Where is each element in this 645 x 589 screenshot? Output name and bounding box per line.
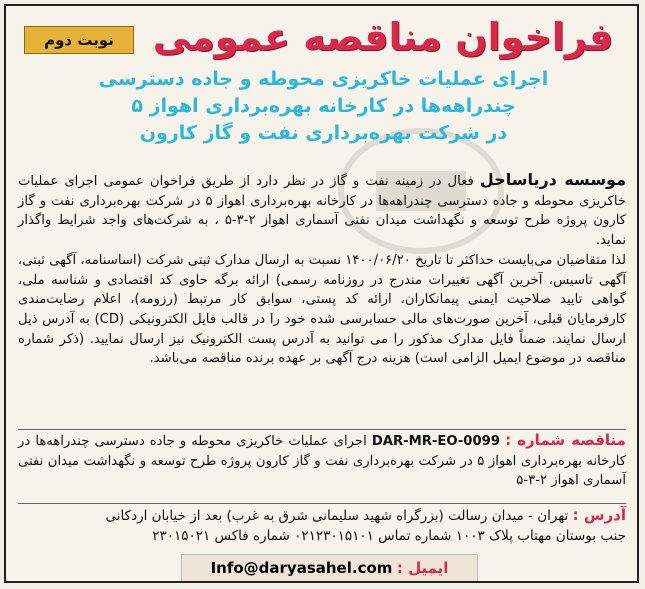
divider xyxy=(18,429,626,430)
address-block xyxy=(18,505,626,546)
address-line-1: تهران - میدان رسالت (بزرگراه شهید سلیمانی شرق به غرب) بعد از خیابان اردکانی xyxy=(105,508,569,524)
address-label: آدرس : xyxy=(572,506,626,524)
requirements-text: لذا متقاضیان می‌بایست حداکثر تا تاریخ ۱۴۰۰/۰۶/۲۰ نسبت به ارسال مدارک ثبتی شرکت (اساسنامه، آگهی ثبتی، آگهی تاسیس، آخرین آگهی تغییرات مندرج در روزنامه رسمی) ارائه برگه حاوی کد اقتصادی و شناسه ملی، گواهی تایید صلاحیت ایمنی پیمانکاران، ارائه کد پستی، سوابق کار مرتبط (رزومه)، اعلام رضایت‌مندی کارفرمایان قبلی، آخرین صورت‌های مالی حسابرسی شده خود را در قالب فایل الکترونیکی (CD) به آدرس ذیل ارسال نمایند. ضمناً فایل مدارک مذکور را می توانید به آدرس پست الکترونیک نیز ارسال نمایید. (ذکر شماره مناقصه در موضوع ایمیل الزامی است) هزینه درج آگهی بر عهده برنده مناقصه می‌باشد. xyxy=(18,252,627,367)
company-name: موسسه دریاساحل xyxy=(479,170,626,189)
tender-info xyxy=(18,431,626,491)
header xyxy=(16,12,631,62)
tender-label: مناقصه شماره : xyxy=(505,431,626,449)
subtitle-line: اجرای عملیات خاکریزی محوطه و جاده دسترسی xyxy=(98,68,549,90)
notice-body xyxy=(18,170,626,369)
address-line-2: جنب بوستان مهتاب پلاک ۱۰۰۳ شماره تماس ۰۲۱۲۳۰۱۵۱۰۱ شماره فاکس ۲۳۰۱۵۰۲۱ xyxy=(152,528,626,544)
notice-title: فراخوان مناقصه عمومی xyxy=(152,15,614,59)
subtitle-line: چندراهه‌ها در کارخانه بهره‌برداری اهواز ۵ xyxy=(131,95,516,117)
email-link[interactable]: Info@daryasahel.com xyxy=(210,559,393,577)
divider xyxy=(18,503,626,504)
tender-description: اجرای عملیات خاکریزی محوطه و جاده دسترسی چندراهه‌ها در کارخانه بهره‌برداری اهواز ۵ در شرکت بهره‌برداری نفت و گاز کارون پروژه طرح توسعه و نگهداشت میدان نفتی آسماری اهواز ۲-۳-۵ xyxy=(18,434,626,488)
tender-code: DAR-MR-EO-0099 xyxy=(371,434,501,449)
intro-text: فعال در زمینه نفت و گاز در نظر دارد از طریق فراخوان عمومی اجرای عملیات خاکریزی محوطه و جاده دسترسی چندراهه‌ها در کارخانه بهره‌برداری اهواز ۵ در شرکت بهره‌برداری نفت و گاز کارون پروژه طرح توسعه و نگهداشت میدان نفتی آسماری اهواز ۲-۳-۵ ، به شرکت‌های واجد شرایط واگذار نماید. xyxy=(18,174,626,249)
email-label: ایمیل : xyxy=(396,559,449,577)
tender-notice xyxy=(4,4,639,583)
round-badge: نوبت دوم xyxy=(24,26,134,54)
notice-subtitle xyxy=(26,66,621,147)
email-box xyxy=(181,554,478,582)
subtitle-line: در شرکت بهره‌برداری نفت و گاز کارون xyxy=(139,122,508,144)
